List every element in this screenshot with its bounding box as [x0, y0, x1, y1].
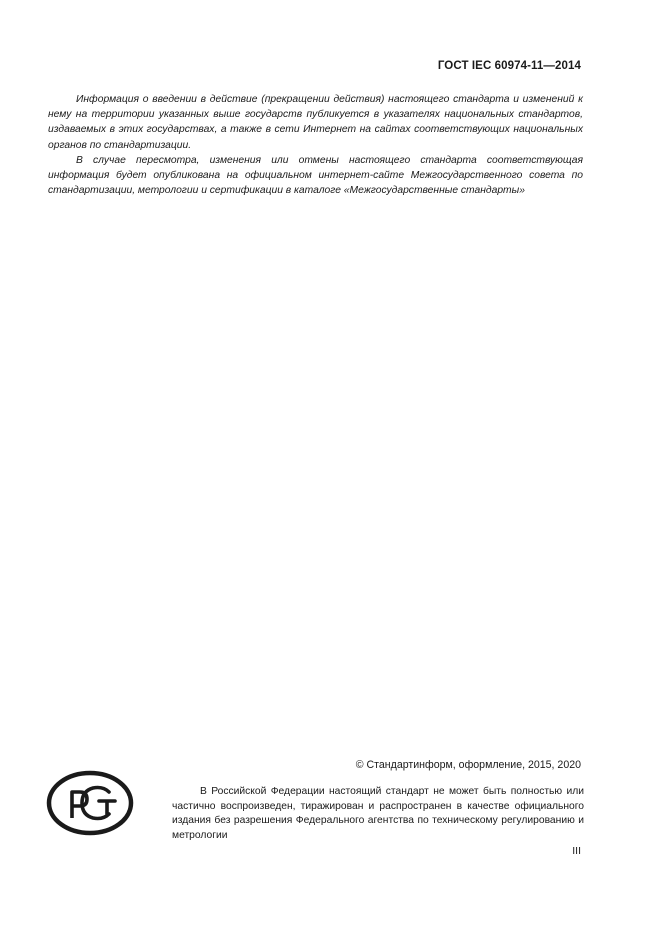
- legal-notice-text: В Российской Федерации настоящий стандарт не может быть полностью или частично воспроизведен, тиражирован и распространен в качестве официального издания без разрешения Федерального агентства по техническому регулированию и метрологии: [172, 786, 584, 841]
- page-number: III: [572, 845, 581, 857]
- publication-info: [48, 92, 583, 198]
- info-paragraph-1: Информация о введении в действие (прекращении действия) настоящего стандарта и изменений к нему на территории указанных выше государств публикуется в указателях национальных стандартов, издаваемых в этих государствах, а также в сети Интернет на сайтах соответствующих национальных органов по стандартизации.: [48, 94, 583, 151]
- standard-code: ГОСТ IEC 60974-11—2014: [437, 60, 581, 72]
- copyright-line: © Стандартинформ, оформление, 2015, 2020: [355, 759, 581, 771]
- rst-certification-mark-icon: [46, 770, 134, 836]
- info-paragraph-2: В случае пересмотра, изменения или отмены настоящего стандарта соответствующая информация будет опубликована на официальном интернет-сайте Межгосударственного совета по стандартизации, метрологии и сертификации в каталоге «Межгосударственные стандарты»: [48, 154, 583, 197]
- legal-notice: [172, 785, 584, 843]
